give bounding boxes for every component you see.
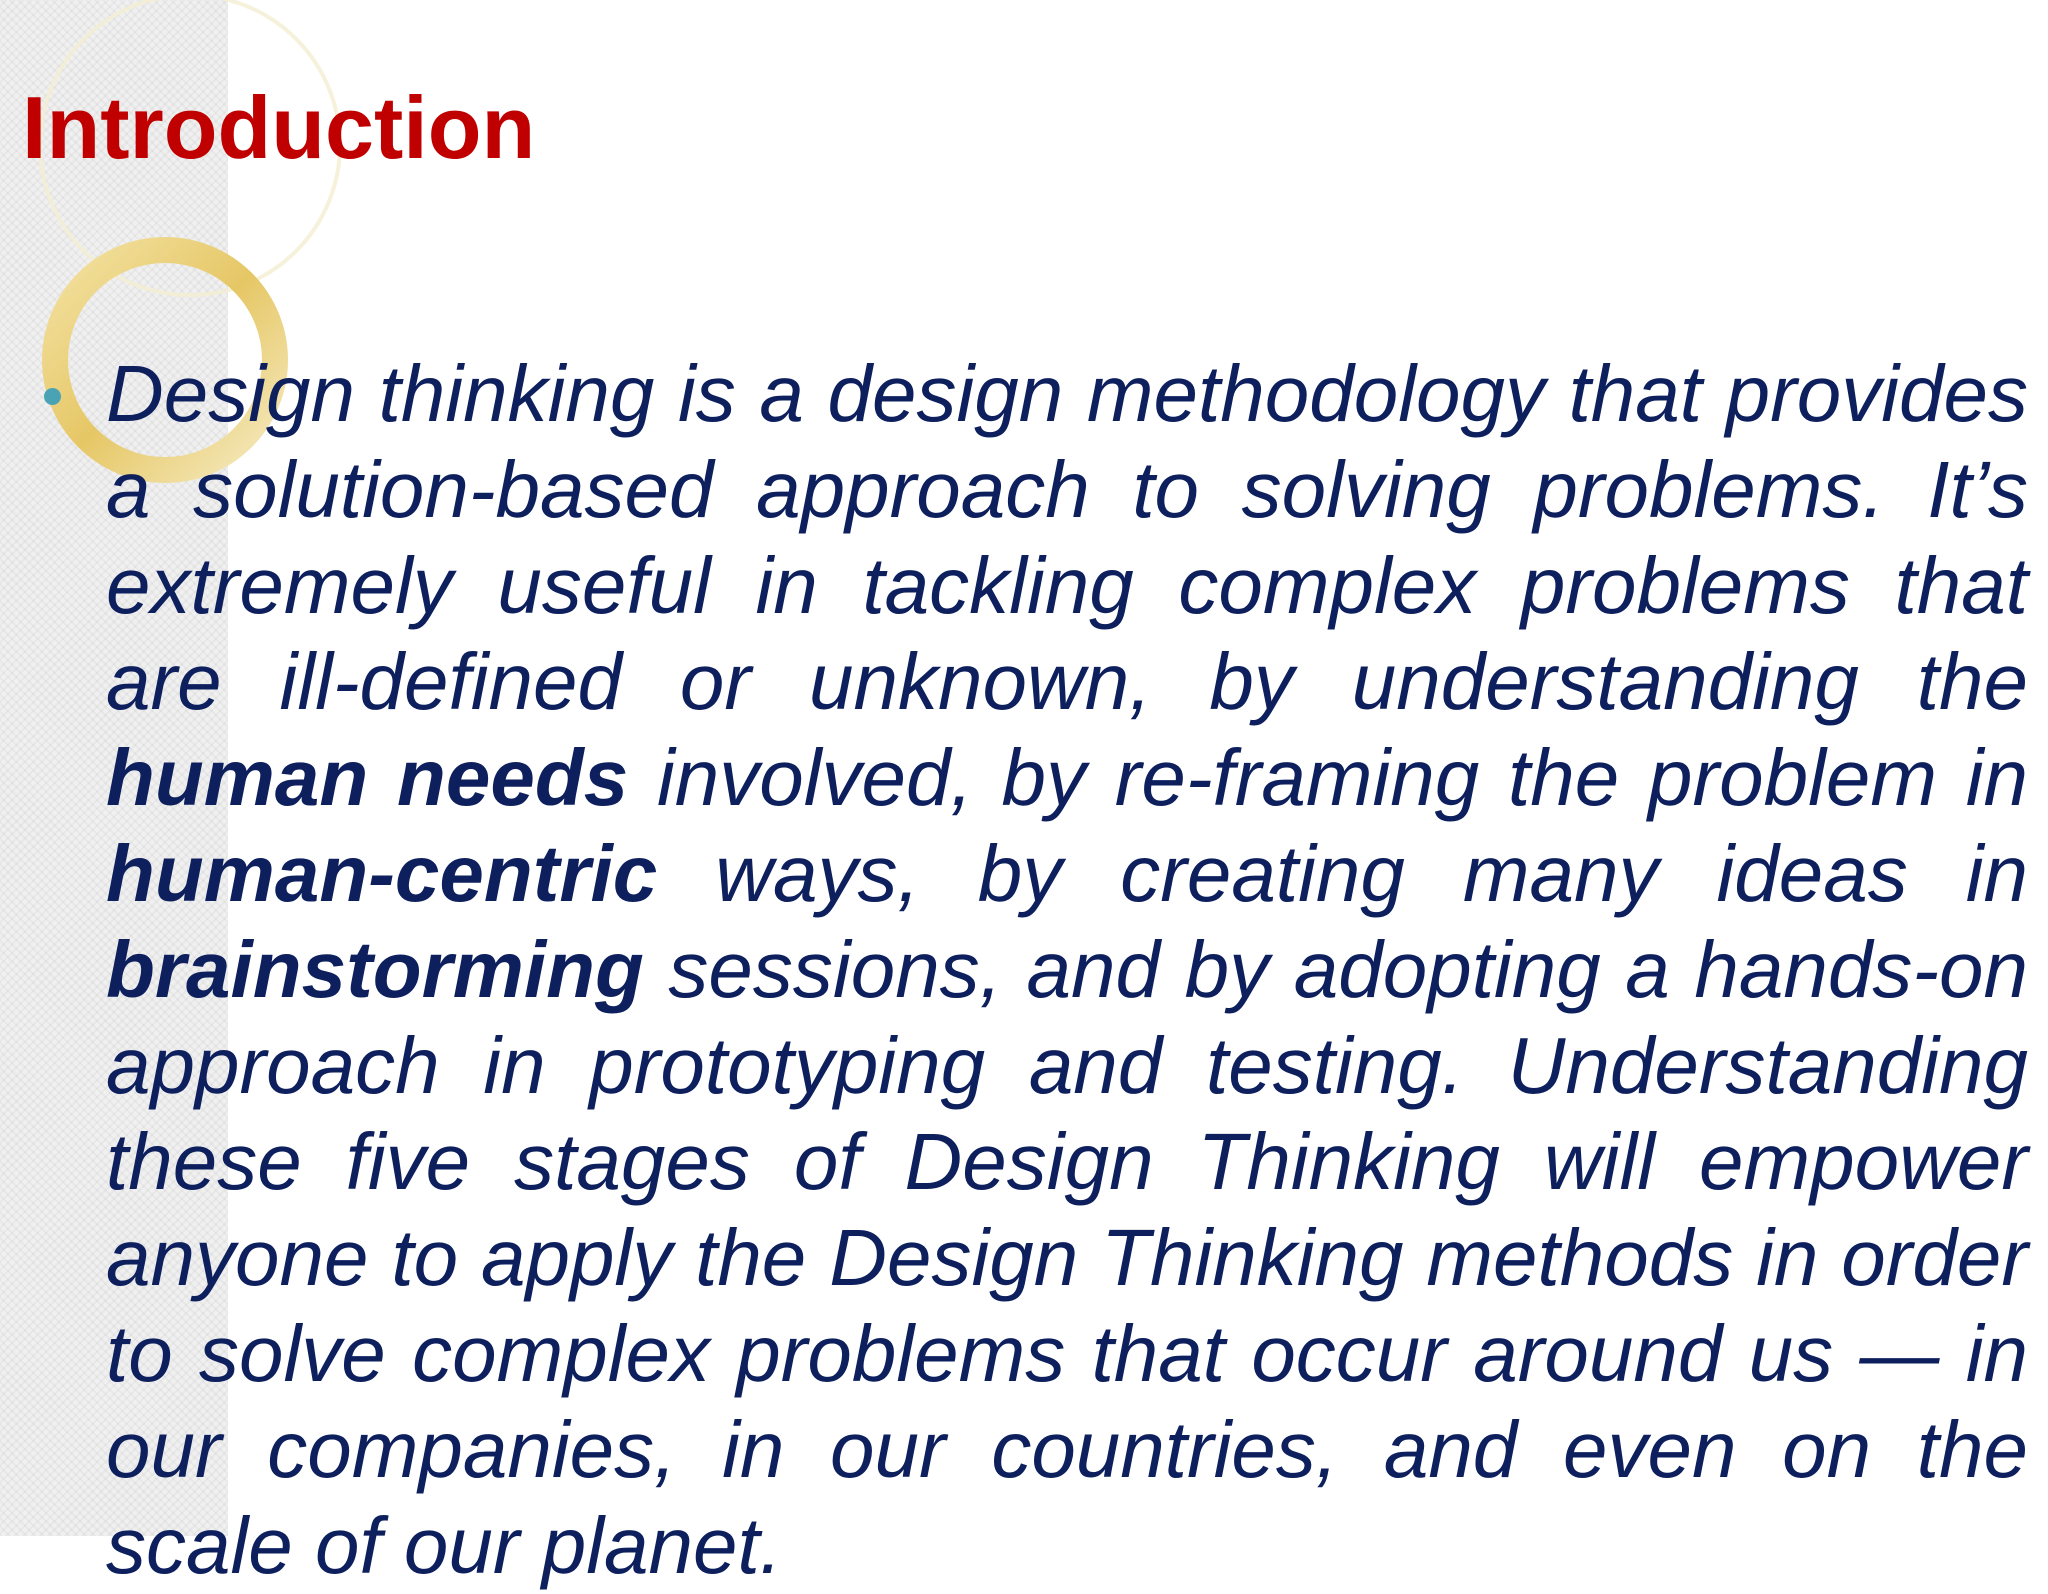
slide-title: Introduction <box>22 78 536 177</box>
bullet-dot-icon <box>44 388 61 405</box>
emphasis-human-needs: human needs <box>106 733 629 822</box>
body-text-segment: ways, by creating many ideas in <box>657 829 2028 918</box>
emphasis-brainstorming: brainstorming <box>106 925 644 1014</box>
body-paragraph <box>106 346 2028 1594</box>
body-text-segment: Design thinking is a design methodology that provides a solution-based approach to solving problems. It’s extremely useful in tackling complex problems that are ill-defined or unknown, by understanding the <box>106 349 2028 726</box>
body-text-segment: involved, by re-framing the problem in <box>628 733 2029 822</box>
emphasis-human-centric: human-centric <box>106 829 658 918</box>
body-text-segment: sessions, and by adopting a hands-on approach in prototyping and testing. Understanding these five stages of Design Thinking will empower anyone to apply the Design Thinking methods in order to solve complex problems that occur around us — in our companies, in our countries, and even on the scale of our planet. <box>106 925 2028 1590</box>
